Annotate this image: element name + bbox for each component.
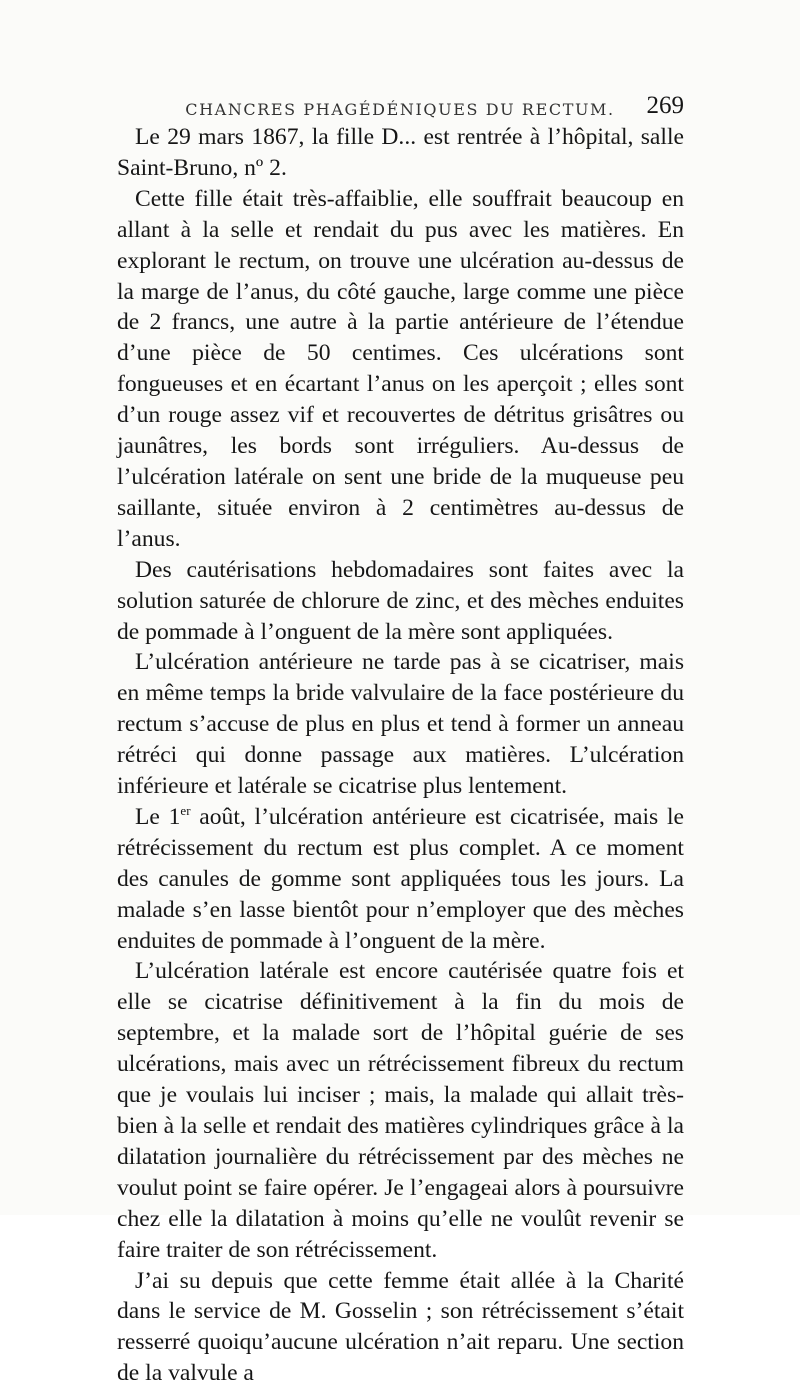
page-number: 269 (646, 92, 684, 119)
paragraph-charite: J’ai su depuis que cette femme était allée à la Charité dans le service de M. Gosselin ; son rétrécissement s’était resserré quoiqu’aucune ulcération n’ait reparu. Une section de la valvule a (117, 1267, 684, 1387)
paragraph-cicatrization: L’ulcération antérieure ne tarde pas à se cicatriser, mais en même temps la bride valvulaire de la face postérieure du rectum s’accuse de plus en plus et tend à former un anneau rétréci qui donne passage aux matières. L’ulcération inférieure et latérale se cicatrise plus lentement. (117, 649, 684, 800)
paragraph-august-rest: août, l’ulcération antérieure est cicatrisée, mais le rétrécissement du rectum est plus complet. A ce moment des canules de gomme sont appliquées tous les jours. La malade s’en lasse bientôt pour n’employer que des mèches enduites de pommade à l’onguent de la mère. (117, 803, 684, 954)
ordinal-superscript: er (180, 802, 191, 818)
paragraph-august-lead: Le 1 (135, 803, 181, 830)
running-title: CHANCRES PHAGÉDÉNIQUES DU RECTUM. (185, 100, 615, 119)
paragraph-treatment: Des cautérisations hebdomadaires sont faites avec la solution saturée de chlorure de zinc, et des mèches enduites de pommade à l’onguent de la mère sont appliquées. (117, 556, 684, 645)
page-header (116, 92, 684, 126)
paragraph-august (117, 802, 684, 957)
body-text (117, 122, 684, 1389)
paragraph-admission: Le 29 mars 1867, la fille D... est rentrée à l’hôpital, salle Saint-Bruno, nº 2. (117, 124, 684, 181)
paragraph-examination: Cette fille était très-affaiblie, elle souffrait beaucoup en allant à la selle et rendait du pus avec les matières. En explorant le rectum, on trouve une ulcération au-dessus de la marge de l’anus, du côté gauche, large comme une pièce de 2 francs, une autre à la partie antérieure de l’étendue d’une pièce de 50 centimes. Ces ulcérations sont fongueuses et en écartant l’anus on les aperçoit ; elles sont d’un rouge assez vif et recouvertes de détritus grisâtres ou jaunâtres, les bords sont irréguliers. Au-dessus de l’ulcération latérale on sent une bride de la muqueuse peu saillante, située environ à 2 centimètres au-dessus de l’anus. (117, 185, 684, 552)
paragraph-discharge: L’ulcération latérale est encore cautérisée quatre fois et elle se cicatrise définitivement à la fin du mois de septembre, et la malade sort de l’hôpital guérie de ses ulcérations, mais avec un rétrécissement fibreux du rectum que je voulais lui inciser ; mais, la malade qui allait très-bien à la selle et rendait des matières cylindriques grâce à la dilatation journalière du rétrécissement par des mèches ne voulut point se faire opérer. Je l’engageai alors à poursuivre chez elle la dilatation à moins qu’elle ne voulût revenir se faire traiter de son rétrécissement. (117, 958, 684, 1263)
